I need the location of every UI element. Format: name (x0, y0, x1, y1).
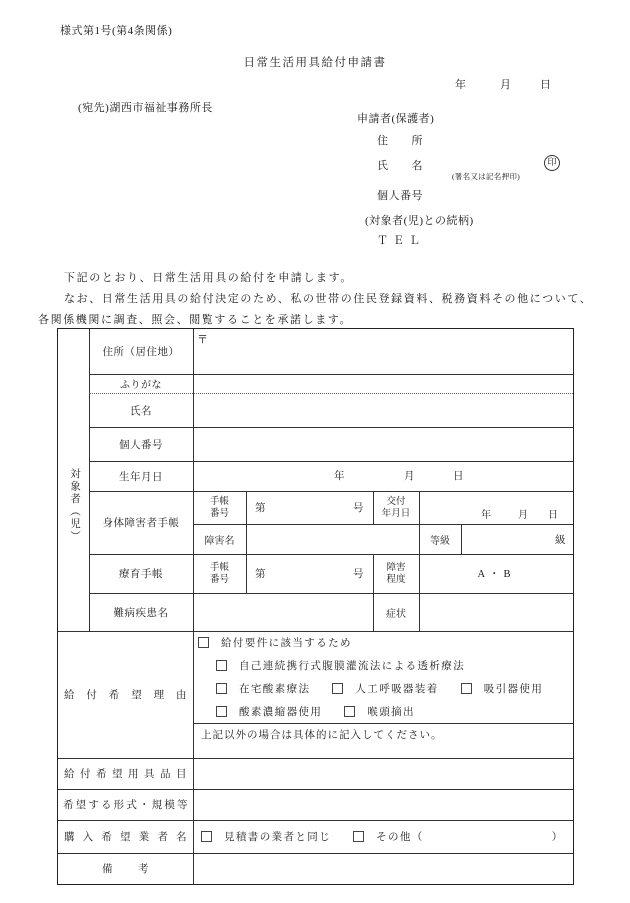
name-input-area[interactable] (193, 393, 573, 427)
address-input-area[interactable] (193, 329, 573, 374)
checkbox-laryngectomy[interactable] (344, 706, 355, 717)
applicant-tel-label: ＴＥＬ (377, 235, 425, 247)
intractable-disease-label: 難病疾患名 (113, 607, 169, 619)
checkbox-home-oxygen[interactable] (216, 683, 227, 694)
checkbox-ventilator-label: 人工呼吸器装着 (355, 684, 439, 695)
applicant-name-label: 氏 名 (377, 160, 423, 172)
birthdate-month-label: 月 (404, 471, 415, 482)
checkbox-dialysis-label: 自己連続携行式腹膜灌流法による透析療法 (239, 661, 466, 672)
checkbox-suction-device-label: 吸引器使用 (483, 684, 544, 695)
checkbox-ventilator[interactable] (332, 683, 343, 694)
grid-line (193, 723, 573, 724)
address-label: 住所（居住地） (102, 347, 180, 358)
seal-mark: 印 (544, 155, 560, 171)
reason-other-note: 上記以外の場合は具体的に記入してください。 (201, 730, 443, 741)
issue-date-label-line2: 年月日 (381, 508, 411, 519)
postal-mark: 〒 (197, 334, 208, 346)
form-number: 様式第1号(第4条関係) (60, 25, 173, 37)
checkbox-grant-requirement[interactable] (198, 637, 209, 648)
format-input-area[interactable] (193, 789, 573, 820)
item-label: 給付希望用具品目 (64, 769, 187, 780)
applicant-address-label: 住 所 (377, 135, 423, 147)
checkbox-other-vendor-label: その他（ (376, 832, 424, 843)
birthdate-year-label: 年 (334, 471, 345, 482)
furigana-label: ふりがな (120, 380, 162, 391)
date-year-label: 年 (455, 79, 467, 91)
checkbox-home-oxygen-label: 在宅酸素療法 (239, 684, 311, 695)
checkbox-oxygen-concentrator-label: 酸素濃縮器使用 (239, 707, 323, 718)
issue-date-label-line1: 交付 (386, 496, 406, 507)
checkbox-oxygen-concentrator[interactable] (216, 706, 227, 717)
checkbox-same-as-quote-vendor[interactable] (201, 831, 212, 842)
applicant-personal-number-label: 個人番号 (377, 190, 423, 202)
checkbox-suction-device[interactable] (461, 683, 472, 694)
reason-other-input-area[interactable] (193, 736, 573, 758)
declaration-line-2: なお、日常生活用具の給付決定のため、私の世帯の住民登録資料、税務資料その他について、 (64, 293, 593, 305)
page-title: 日常生活用具給付申請書 (243, 57, 387, 69)
declaration-line-3: 各関係機関に調査、照会、閲覧することを承諾します。 (38, 314, 353, 326)
remarks-input-area[interactable] (193, 853, 573, 884)
rehab-number-prefix: 第 (255, 569, 266, 580)
format-label: 希望する形式・規模等 (63, 800, 188, 811)
applicant-heading: 申請者(保護者) (357, 113, 435, 125)
severity-label-line1: 障害 (386, 562, 406, 573)
application-table (57, 328, 574, 885)
applicant-relationship-label: (対象者(児)との続柄) (365, 215, 474, 227)
grade-suffix: 級 (555, 534, 566, 546)
vendor-label: 購入希望業者名 (64, 832, 187, 843)
subject-column-header: 対象者（児） (69, 467, 80, 543)
checkbox-other-vendor[interactable] (353, 831, 364, 842)
birthdate-day-label: 日 (453, 471, 464, 482)
symptom-label: 症状 (386, 608, 406, 620)
issue-day-label: 日 (548, 510, 558, 521)
rehab-certificate-label: 療育手帳 (119, 569, 163, 580)
item-input-area[interactable] (193, 758, 573, 789)
number-prefix: 第 (255, 503, 266, 514)
issue-year-label: 年 (481, 510, 491, 521)
rehab-number-label-line2: 番号 (209, 574, 229, 585)
personal-number-input-area[interactable] (193, 427, 573, 461)
checkbox-dialysis[interactable] (216, 660, 227, 671)
grade-label: 等級 (430, 535, 450, 547)
checkbox-grant-requirement-label: 給付要件に該当するため (221, 638, 352, 649)
furigana-input-area[interactable] (193, 374, 573, 393)
certificate-number-label-line2: 番号 (209, 508, 229, 519)
checkbox-same-as-quote-vendor-label: 見積書の業者と同じ (224, 832, 332, 843)
seal-note: (署名又は記名押印) (452, 172, 520, 181)
issue-month-label: 月 (518, 510, 528, 521)
checkbox-laryngectomy-label: 喉頭摘出 (367, 707, 415, 718)
reason-label: 給付希望理由 (64, 690, 187, 701)
date-day-label: 日 (540, 79, 552, 91)
declaration-line-1: 下記のとおり、日常生活用具の給付を申請します。 (64, 272, 353, 284)
severity-label-line2: 程度 (386, 574, 406, 585)
number-suffix: 号 (353, 503, 364, 514)
rehab-number-label-line1: 手帳 (209, 562, 229, 573)
other-vendor-close-paren: ） (551, 832, 564, 843)
severity-value: A・B (477, 569, 515, 580)
birthdate-label: 生年月日 (119, 471, 163, 483)
name-label: 氏名 (130, 405, 152, 417)
certificate-number-label-line1: 手帳 (209, 496, 229, 507)
rehab-number-suffix: 号 (353, 569, 364, 580)
symptom-input-area[interactable] (419, 593, 573, 631)
remarks-label: 備考 (102, 864, 149, 875)
physical-certificate-label: 身体障害者手帳 (102, 518, 180, 529)
disability-name-label: 障害名 (204, 535, 235, 547)
personal-number-label: 個人番号 (119, 439, 163, 451)
date-month-label: 月 (500, 79, 512, 91)
addressee: (宛先)湖西市福祉事務所長 (78, 102, 213, 114)
